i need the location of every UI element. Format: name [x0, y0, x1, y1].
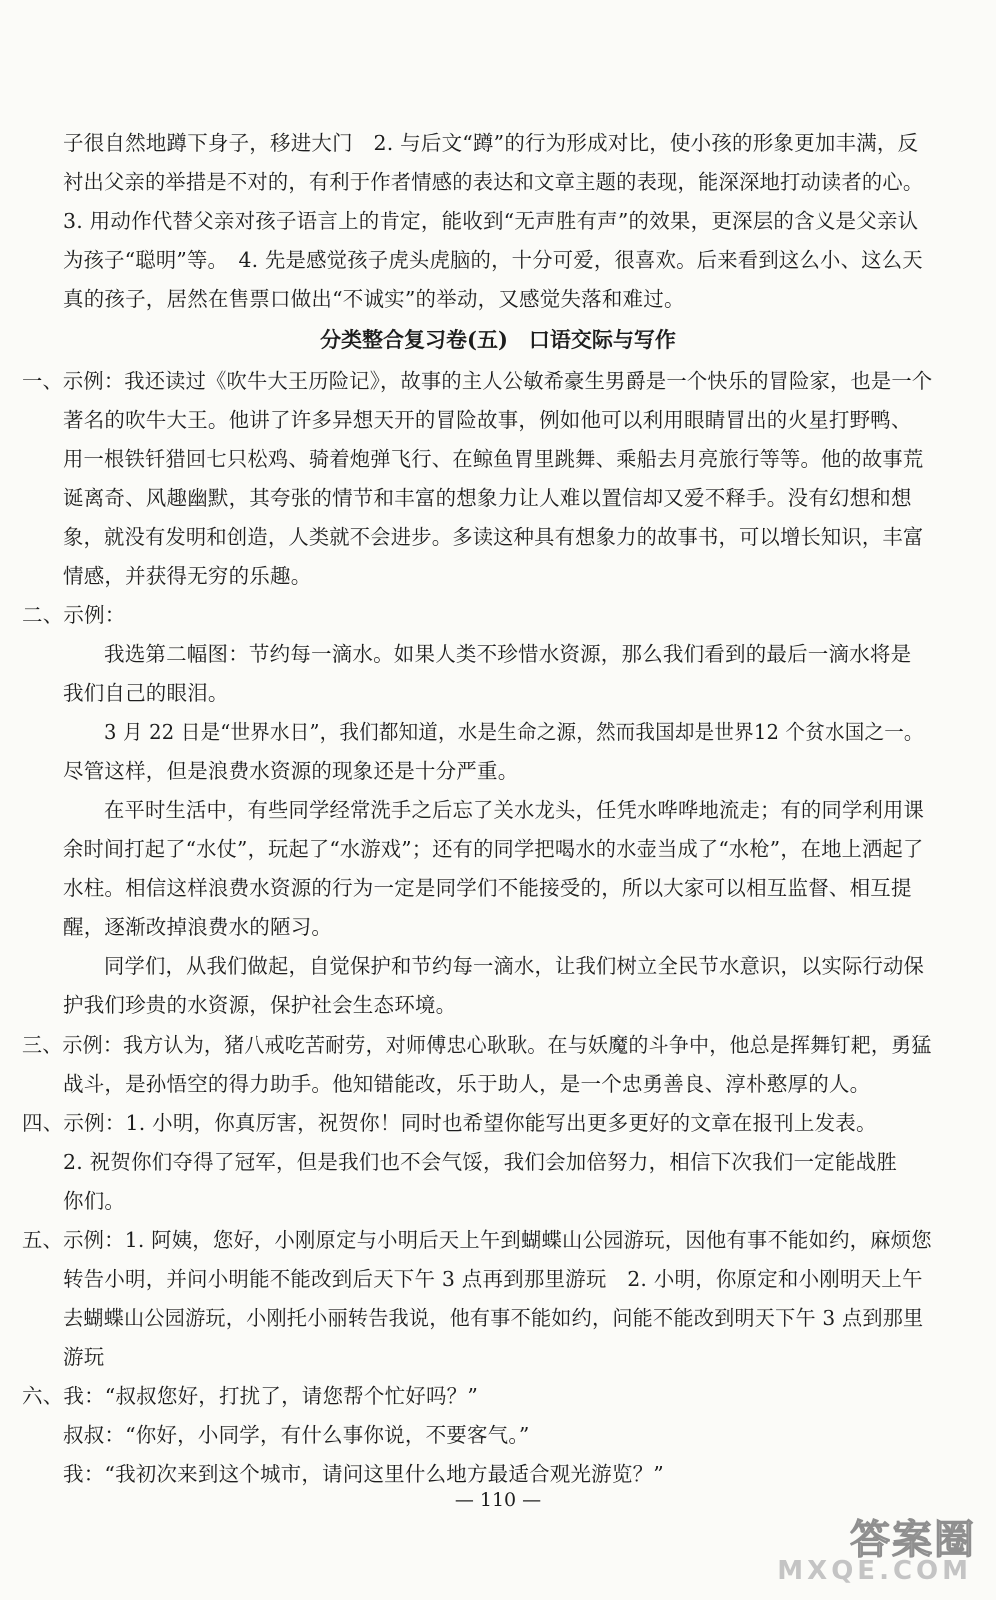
text-line: 五、示例：1. 阿姨，您好，小刚原定与小明后天上午到蝴蝶山公园游玩，因他有事不能如约，麻烦您: [22, 1228, 932, 1252]
text-line: 护我们珍贵的水资源，保护社会生态环境。: [63, 993, 457, 1017]
text-line: 我们自己的眼泪。: [63, 681, 229, 705]
text-line: 六、我：“叔叔您好，打扰了，请您帮个忙好吗？”: [22, 1384, 479, 1408]
text-line: 我：“我初次来到这个城市，请问这里什么地方最适合观光游览？”: [63, 1462, 664, 1486]
text-line: 游玩: [63, 1345, 105, 1369]
page-number: — 110 —: [454, 1489, 542, 1511]
section-title: 分类整合复习卷(五) 口语交际与写作: [320, 327, 676, 352]
text-line: 用一根铁钎猎回七只松鸡、骑着炮弹飞行、在鲸鱼胃里跳舞、乘船去月亮旅行等等。他的故事荒: [63, 447, 924, 471]
text-line: 2. 祝贺你们夺得了冠军，但是我们也不会气馁，我们会加倍努力，相信下次我们一定能战胜: [63, 1150, 897, 1174]
text-line: 醒，逐渐改掉浪费水的陋习。: [63, 915, 333, 939]
text-line: 诞离奇、风趣幽默，其夸张的情节和丰富的想象力让人难以置信却又爱不释手。没有幻想和想: [63, 486, 912, 510]
text-line: 二、示例：: [22, 603, 126, 627]
watermark-logo: [777, 1508, 982, 1592]
text-line: 3 月 22 日是“世界水日”，我们都知道，水是生命之源，然而我国却是世界12 个贫水国之一。: [104, 720, 924, 744]
text-line: 同学们，从我们做起，自觉保护和节约每一滴水，让我们树立全民节水意识，以实际行动保: [104, 954, 924, 978]
text-line: 水柱。相信这样浪费水资源的行为一定是同学们不能接受的，所以大家可以相互监督、相互提: [63, 876, 912, 900]
text-line: 叔叔：“你好，小同学，有什么事你说，不要客气。”: [63, 1423, 530, 1447]
text-line: 著名的吹牛大王。他讲了许多异想天开的冒险故事，例如他可以利用眼睛冒出的火星打野鸭、: [63, 408, 912, 432]
text-line: 一、示例：我还读过《吹牛大王历险记》，故事的主人公敏希豪生男爵是一个快乐的冒险家，也是一个: [22, 369, 933, 393]
text-line: 去蝴蝶山公园游玩，小刚托小丽转告我说，他有事不能如约，问能不能改到明天下午 3 点到那里: [63, 1306, 924, 1330]
text-line: 四、示例：1. 小明，你真厉害，祝贺你！同时也希望你能写出更多更好的文章在报刊上发表。: [22, 1111, 877, 1135]
text-line: 在平时生活中，有些同学经常洗手之后忘了关水龙头，任凭水哗哗地流走；有的同学利用课: [104, 798, 924, 822]
watermark-main: 答案圈: [850, 1517, 976, 1563]
text-line: 尽管这样，但是浪费水资源的现象还是十分严重。: [63, 759, 519, 783]
watermark-sub: MXQE.COM: [777, 1556, 972, 1586]
text-line: 你们。: [63, 1189, 126, 1213]
text-line: 我选第二幅图：节约每一滴水。如果人类不珍惜水资源，那么我们看到的最后一滴水将是: [104, 642, 912, 666]
text-line: 余时间打起了“水仗”，玩起了“水游戏”；还有的同学把喝水的水壶当成了“水枪”，在地上洒起了: [63, 837, 924, 861]
text-line: 战斗，是孙悟空的得力助手。他知错能改，乐于助人，是一个忠勇善良、淳朴憨厚的人。: [63, 1072, 871, 1096]
text-line: 真的孩子，居然在售票口做出“不诚实”的举动，又感觉失落和难过。: [63, 287, 685, 311]
text-line: 子很自然地蹲下身子，移进大门 2. 与后文“蹲”的行为形成对比，使小孩的形象更加丰满，反: [63, 131, 919, 155]
text-line: 情感，并获得无穷的乐趣。: [63, 564, 312, 588]
text-line: 为孩子“聪明”等。 4. 先是感觉孩子虎头虎脑的，十分可爱，很喜欢。后来看到这么小、这么天: [63, 248, 923, 272]
text-line: 三、示例：我方认为，猪八戒吃苦耐劳，对师傅忠心耿耿。在与妖魔的斗争中，他总是挥舞钉耙，勇猛: [22, 1033, 932, 1057]
text-line: 象，就没有发明和创造，人类就不会进步。多读这种具有想象力的故事书，可以增长知识，丰富: [63, 525, 924, 549]
text-line: 3. 用动作代替父亲对孩子语言上的肯定，能收到“无声胜有声”的效果，更深层的含义是父亲认: [63, 209, 919, 233]
text-line: 转告小明，并问小明能不能改到后天下午 3 点再到那里游玩 2. 小明，你原定和小刚明天上午: [63, 1267, 923, 1291]
text-line: 衬出父亲的举措是不对的，有利于作者情感的表达和文章主题的表现，能深深地打动读者的心。: [63, 170, 924, 194]
